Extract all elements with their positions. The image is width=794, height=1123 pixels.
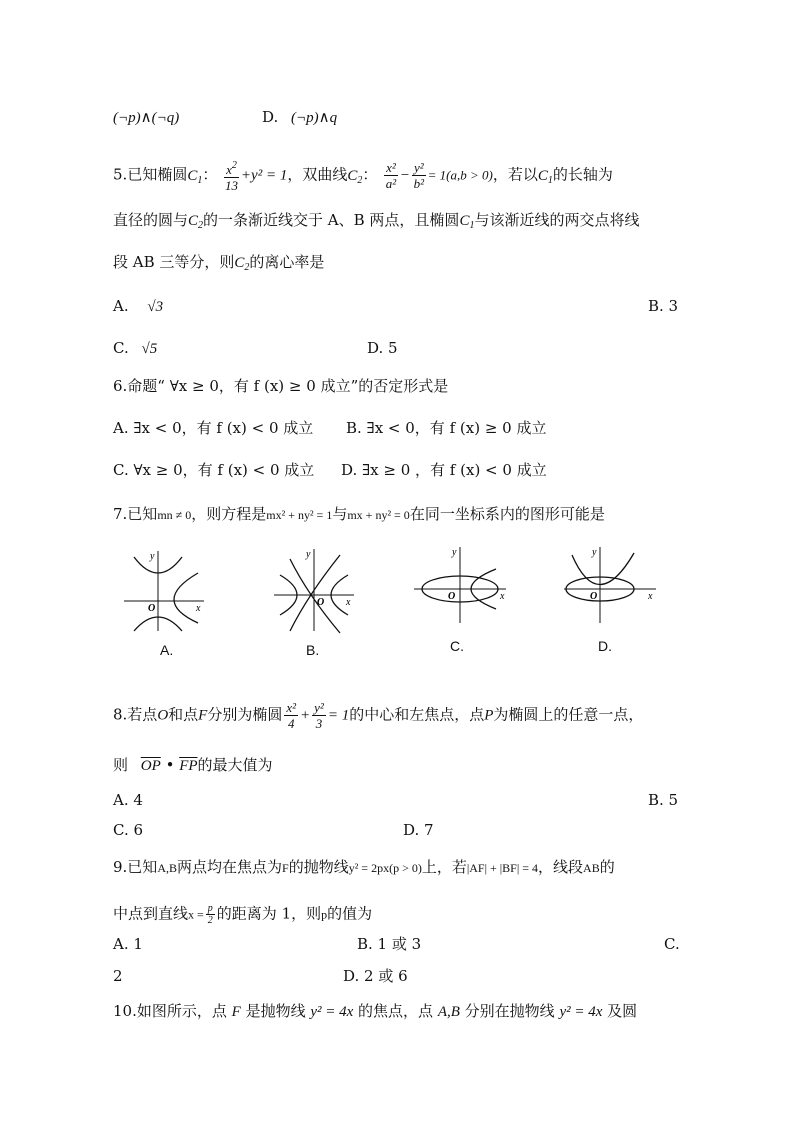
q10-text: 分别在抛物线 — [459, 1002, 560, 1020]
q5-c2: $C_2$ — [234, 255, 250, 273]
q6-option-a: A. ∃x < 0，有 f (x) < 0 成立 — [113, 419, 314, 437]
q5-c1: $C_1$ — [187, 167, 203, 186]
q5-option-a-label: A. — [113, 297, 129, 315]
q7-figure-c-label: C. — [450, 638, 464, 654]
q8-stem-line2 — [113, 755, 273, 776]
q8-frac-y: $\frac{\text{y²}}{3}$ — [314, 700, 324, 731]
q9-stem-line2 — [113, 903, 372, 926]
q5-text: 的长轴为 — [552, 165, 613, 184]
q9-stem-line1 — [113, 857, 615, 878]
q4-option-d-label: D. — [262, 108, 279, 126]
q4-option-d — [262, 107, 337, 128]
q8-point-o: O — [157, 707, 169, 724]
q9-line-x: x = — [188, 907, 204, 922]
q5-option-b: B. 3 — [648, 297, 679, 315]
q5-stem-line3 — [113, 252, 324, 278]
q8-stem-line1 — [113, 700, 643, 731]
q9-text: 两点均在焦点为 — [176, 858, 282, 876]
q9-option-c-value: 2 — [113, 967, 123, 985]
q8-option-a: A. 4 — [113, 791, 143, 809]
q8-equals: = 1 — [327, 707, 350, 724]
origin-label: O — [148, 603, 156, 614]
q7-figure-d-graph — [560, 545, 660, 625]
q5-text: 段 AB 三等分，则 — [113, 253, 235, 271]
q8-plus: + — [300, 707, 311, 724]
q9-text: 的抛物线 — [288, 858, 349, 876]
q7-figure-a-label: A. — [160, 642, 174, 658]
q5-option-a-text: √3 — [147, 299, 164, 315]
q7-equation-2: mx + ny² = 0 — [347, 508, 410, 522]
q5-hyp-frac-b: $\frac{\text{y²}}{\text{b²}}$ — [413, 160, 424, 191]
q5-text: ，若以 — [492, 165, 538, 184]
q10-text: 及圆 — [602, 1002, 638, 1020]
q9-point-f: F — [282, 861, 289, 875]
q6-stem: 6.命题“ ∀x ≥ 0，有 f (x) ≥ 0 成立”的否定形式是 — [113, 377, 449, 395]
q10-stem-line1 — [113, 1001, 637, 1022]
q8-option-d: D. 7 — [403, 821, 434, 839]
q5-text: 已知椭圆 — [127, 165, 188, 184]
origin-label: O — [448, 591, 456, 602]
x-axis-label: x — [500, 591, 505, 602]
q6-option-c: C. ∀x ≥ 0，有 f (x) < 0 成立 — [113, 461, 315, 479]
q9-param-p: p — [321, 907, 328, 922]
q5-stem-line1 — [113, 158, 613, 193]
q8-text: 分别为椭圆 — [207, 705, 283, 724]
q5-text: 的离心率是 — [249, 253, 325, 271]
q7-figure-d — [560, 545, 660, 625]
q9-option-d: D. 2 或 6 — [343, 967, 408, 985]
q7-text: 在同一坐标系内的图形可能是 — [409, 505, 605, 523]
q7-figure-b-graph — [270, 545, 360, 635]
q7-figure-b-label: B. — [306, 642, 320, 658]
q9-text: 的值为 — [327, 904, 373, 923]
q7-figure-a-graph — [120, 545, 210, 635]
q6-option-b: B. ∃x < 0，有 f (x) ≥ 0 成立 — [346, 419, 547, 437]
q8-frac-x: $\frac{\text{x²}}{4}$ — [286, 700, 297, 731]
q7-condition: mn ≠ 0 — [157, 508, 192, 522]
q5-c2: $C_2$ — [347, 167, 363, 186]
q9-option-a: A. 1 — [113, 935, 143, 953]
q9-segment-ab: AB — [583, 861, 600, 875]
q5-hyp-rest: = 1(a,b > 0) — [427, 167, 493, 183]
y-axis-label: y — [306, 549, 311, 560]
origin-label: O — [317, 597, 325, 608]
q9-text: 上，若 — [421, 858, 467, 876]
q5-text: ，双曲线 — [287, 165, 348, 184]
q4-option-d-text: (¬p)∧q — [291, 110, 338, 126]
q5-ellipse-frac: $\frac{x^2}{13}$ — [225, 160, 239, 193]
q7-figure-d-label: D. — [598, 638, 612, 654]
q8-vector-fp: $\overline{FP}$ — [179, 758, 198, 774]
q5-text: 直径的圆与 — [113, 211, 189, 229]
q5-minus: − — [399, 167, 410, 184]
q9-parabola: y² = 2px(p > 0) — [348, 861, 422, 875]
q7-text: ，则方程是 — [191, 505, 267, 523]
q8-option-b: B. 5 — [648, 791, 679, 809]
q4-option-c-text: (¬p)∧(¬q) — [113, 110, 180, 126]
q10-points-ab: A,B — [437, 1004, 460, 1020]
q8-text: 的中心和左焦点，点 — [349, 705, 485, 724]
q7-figure-a — [120, 545, 210, 635]
parabola-curve — [174, 573, 198, 623]
q7-figure-c-graph — [410, 545, 510, 625]
q8-vector-op: $\overline{OP}$ — [140, 758, 161, 774]
q8-text: 8.若点 — [113, 705, 158, 724]
q7-text: 与 — [332, 505, 348, 523]
x-axis-label: x — [346, 597, 351, 608]
q5-c1: $C_1$ — [459, 213, 475, 231]
x-axis-label: x — [648, 591, 653, 602]
q5-colon: ： — [202, 165, 218, 184]
q8-point-f: F — [198, 707, 208, 724]
q5-c2: $C_2$ — [188, 213, 204, 231]
q10-text: 的焦点，点 — [353, 1002, 438, 1020]
q9-condition: |AF| + |BF| = 4 — [466, 861, 539, 875]
q9-text: 9.已知 — [113, 858, 158, 876]
q5-option-c — [113, 338, 157, 359]
q10-text: 10.如图所示，点 — [113, 1002, 232, 1020]
q5-text: 的一条渐近线交于 A、B 两点，且椭圆 — [203, 211, 460, 229]
q9-line-frac: $\frac{p}{2}$ — [207, 903, 213, 926]
origin-label: O — [590, 591, 598, 602]
y-axis-label: y — [150, 551, 155, 562]
q8-text: 和点 — [168, 705, 199, 724]
q10-text: 是抛物线 — [240, 1002, 311, 1020]
q5-number: 5. — [113, 165, 128, 184]
q9-text: 中点到直线 — [113, 904, 189, 923]
q7-figure-c — [410, 545, 510, 625]
q10-parabola: y² = 4x — [310, 1004, 354, 1020]
q10-parabola-2: y² = 4x — [559, 1004, 603, 1020]
q7-equation-1: mx² + ny² = 1 — [266, 508, 333, 522]
q6-option-d: D. ∃x ≥ 0 ，有 f (x) < 0 成立 — [341, 461, 547, 479]
q5-option-c-text: √5 — [141, 341, 158, 357]
q5-option-a — [113, 296, 163, 317]
q8-text: 的最大值为 — [197, 756, 273, 774]
q8-dot: • — [160, 756, 180, 774]
q5-text: 与该渐近线的两交点将线 — [474, 211, 640, 229]
q5-hyp-frac-a: $\frac{\text{x²}}{\text{a²}}$ — [385, 160, 397, 191]
q5-stem-line2 — [113, 210, 639, 236]
q8-point-p: P — [484, 707, 494, 724]
q9-text: 的距离为 1，则 — [216, 904, 322, 923]
q5-option-c-label: C. — [113, 339, 129, 357]
q9-option-c: C. — [664, 935, 680, 953]
q5-ellipse-rest: +y² = 1 — [240, 167, 288, 184]
q9-points-ab: A,B — [157, 861, 177, 875]
q9-text: 的 — [599, 858, 615, 876]
x-axis-label: x — [196, 603, 201, 614]
parabola-curve — [572, 553, 634, 585]
q8-text: 为椭圆上的任意一点， — [493, 705, 644, 724]
q9-text: ，线段 — [538, 858, 584, 876]
q5-colon: ： — [362, 165, 378, 184]
q4-option-c — [113, 107, 179, 128]
q9-option-b: B. 1 或 3 — [357, 935, 422, 953]
q7-text: 7.已知 — [113, 505, 158, 523]
q7-stem — [113, 504, 605, 525]
q5-option-d: D. 5 — [367, 339, 398, 357]
q10-point-f: F — [231, 1004, 241, 1020]
parabola-curve — [290, 555, 340, 631]
q8-option-c: C. 6 — [113, 821, 144, 839]
q7-figure-b — [270, 545, 360, 635]
y-axis-label: y — [592, 547, 597, 558]
q5-c1: $C_1$ — [537, 167, 553, 186]
q8-text: 则 — [113, 756, 129, 774]
y-axis-label: y — [452, 547, 457, 558]
